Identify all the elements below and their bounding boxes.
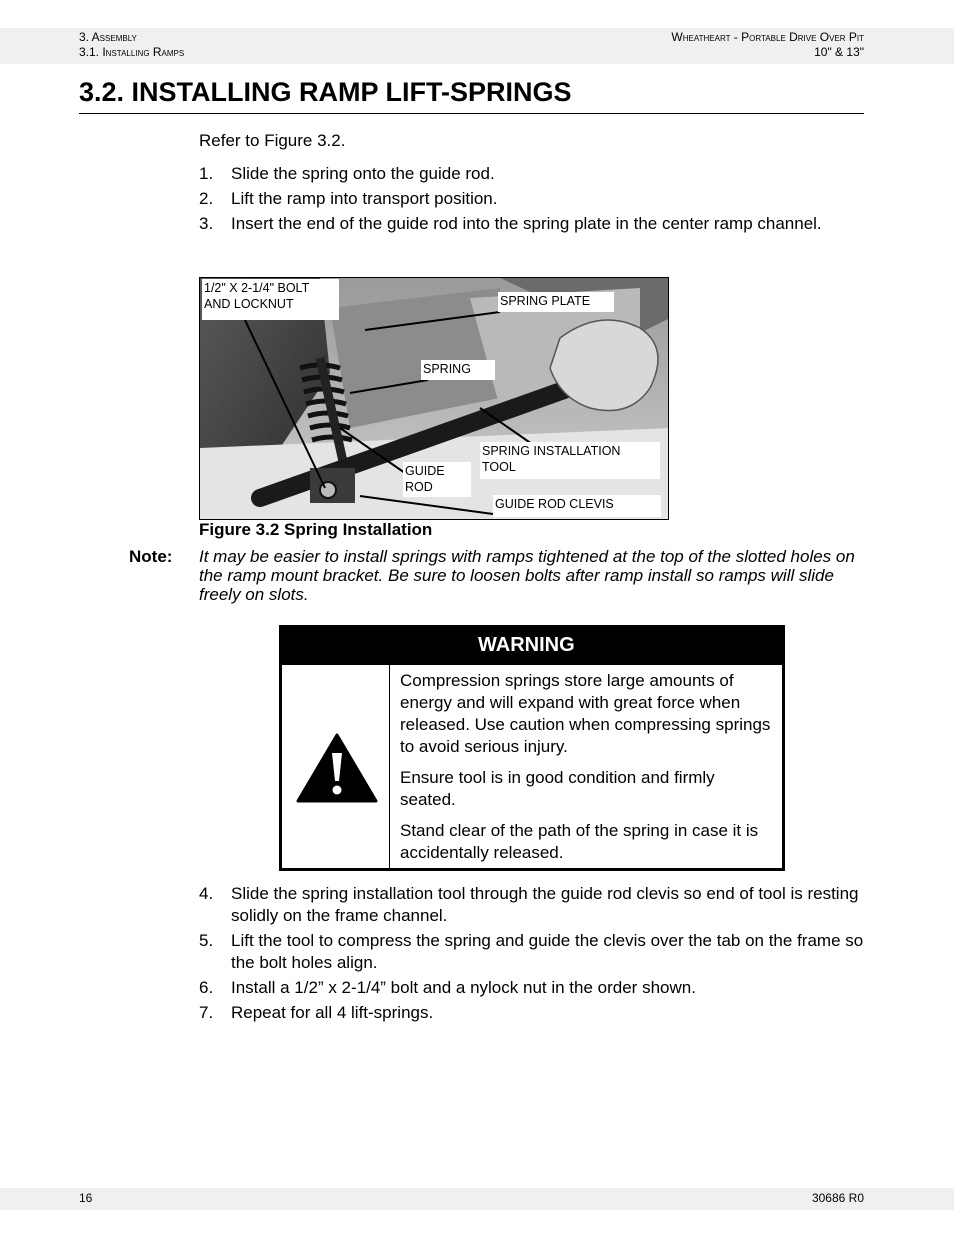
step-text: Slide the spring onto the guide rod.	[231, 164, 495, 183]
header-sizes: 10" & 13"	[814, 45, 864, 59]
header-product: Portable Drive Over Pit	[741, 30, 864, 44]
step-item	[199, 163, 864, 185]
step-item	[199, 213, 864, 235]
step-text: Repeat for all 4 lift-springs.	[231, 1003, 434, 1022]
steps-list-first	[199, 163, 864, 238]
warning-heading: WARNING	[282, 628, 782, 665]
step-item	[199, 1002, 864, 1024]
step-number: 5.	[199, 931, 214, 950]
callout-guide-rod-clevis: GUIDE ROD CLEVIS	[493, 495, 661, 517]
page-title: 3.2. INSTALLING RAMP LIFT-SPRINGS	[79, 76, 864, 114]
header-product-info: Wheatheart - Portable Drive Over Pit 10" & 13"	[671, 30, 864, 59]
page-header	[0, 28, 954, 64]
warning-icon-cell	[282, 665, 390, 868]
steps-list-second	[199, 883, 864, 1027]
step-number: 3.	[199, 214, 214, 233]
warning-paragraph: Ensure tool is in good condition and firmly seated.	[400, 768, 715, 809]
header-brand: Wheatheart	[671, 30, 731, 44]
step-text: Lift the ramp into transport position.	[231, 189, 498, 208]
note-text: It may be easier to install springs with ramps tightened at the top of the slotted holes on the ramp mount bracket. Be sure to loosen bolts after ramp install so ramps will slide freely on slots.	[199, 547, 855, 604]
page-footer	[0, 1188, 954, 1210]
step-text: Lift the tool to compress the spring and guide the clevis over the tab on the frame so the bolt holes align.	[231, 931, 864, 972]
step-text: Insert the end of the guide rod into the spring plate in the center ramp channel.	[231, 214, 822, 233]
step-text: Install a 1/2” x 2-1/4” bolt and a nylock nut in the order shown.	[231, 978, 696, 997]
callout-bolt-locknut: 1/2" X 2-1/4" BOLT AND LOCKNUT	[202, 279, 339, 320]
figure-caption: Figure 3.2 Spring Installation	[199, 520, 433, 539]
note-label: Note:	[129, 547, 173, 566]
step-item	[199, 883, 864, 927]
document-number: 30686 R0	[811, 1191, 864, 1205]
callout-spring-plate: SPRING PLATE	[498, 292, 614, 312]
warning-paragraph: Compression springs store large amounts of energy and will expand with great force when released. Use caution when compressing springs to avoid serious injury.	[400, 671, 771, 756]
step-number: 1.	[199, 164, 214, 183]
callout-guide-rod: GUIDE ROD	[403, 462, 471, 497]
step-number: 2.	[199, 189, 214, 208]
step-number: 4.	[199, 884, 214, 903]
callout-spring-installation-tool: SPRING INSTALLATION TOOL	[480, 442, 660, 479]
header-subsection: 3.1. Installing Ramps	[79, 45, 185, 59]
header-section-info	[79, 30, 184, 60]
step-item	[199, 930, 864, 974]
step-number: 7.	[199, 1003, 214, 1022]
header-section: 3. Assembly	[79, 30, 137, 44]
callout-spring: SPRING	[421, 360, 495, 380]
page-number: 16	[79, 1191, 93, 1205]
step-item	[199, 188, 864, 210]
step-item	[199, 977, 864, 999]
warning-text	[400, 670, 774, 873]
warning-box	[279, 625, 785, 871]
warning-paragraph: Stand clear of the path of the spring in case it is accidentally released.	[400, 821, 759, 862]
warning-triangle-icon	[296, 733, 378, 803]
step-text: Slide the spring installation tool through the guide rod clevis so end of tool is resting solidly on the frame channel.	[231, 884, 859, 925]
figure-reference: Refer to Figure 3.2.	[199, 131, 346, 150]
step-number: 6.	[199, 978, 214, 997]
spring-installation-figure	[199, 277, 669, 520]
